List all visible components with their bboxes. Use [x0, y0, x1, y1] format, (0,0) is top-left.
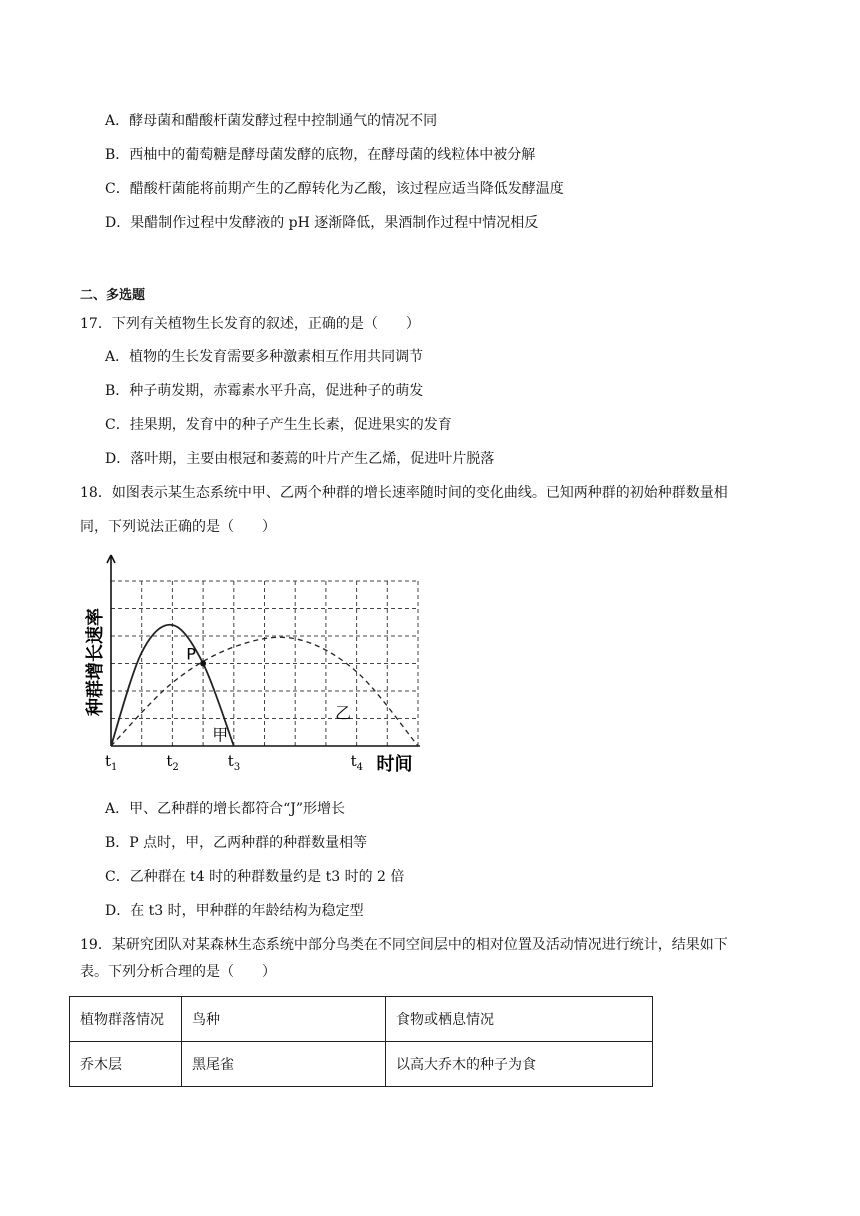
q19-stem-line2-text: 表。下列分析合理的是（ ）	[80, 964, 276, 980]
q18-option-d: D．在 t3 时，甲种群的年龄结构为稳定型	[105, 903, 364, 919]
point-p-label: P	[186, 644, 196, 664]
series-jia-label: 甲	[212, 725, 229, 745]
x-axis	[111, 742, 420, 750]
x-tick-label: $t_1$	[105, 752, 118, 773]
point-p-marker	[200, 661, 206, 667]
q16-option-b: B．西柚中的葡萄糖是酵母菌发酵的底物，在酵母菌的线粒体中被分解	[105, 147, 536, 163]
q16-option-d: D．果醋制作过程中发酵液的 pH 逐渐降低，果酒制作过程中情况相反	[105, 215, 539, 231]
table-cell: 以高大乔木的种子为食	[386, 1042, 653, 1087]
q17-stem: 17．下列有关植物生长发育的叙述，正确的是（ ）	[80, 316, 420, 332]
q18-stem-line1: 18．如图表示某生态系统中甲、乙两个种群的增长速率随时间的变化曲线。已知两种群的初始种群数量相	[80, 485, 728, 501]
x-tick-label: $t_3$	[227, 752, 241, 773]
header-cell: 食物或栖息情况	[386, 997, 653, 1042]
series-yi-label: 乙	[335, 703, 352, 723]
table-row	[70, 1042, 653, 1087]
growth-rate-chart	[80, 550, 420, 780]
x-axis-label: 时间	[376, 754, 413, 775]
table-header-row	[70, 997, 653, 1042]
q18-stem-line2: 同，下列说法正确的是（ ）	[80, 519, 276, 535]
q18-option-c: C．乙种群在 t4 时的种群数量约是 t3 时的 2 倍	[105, 869, 405, 885]
table-cell: 乔木层	[70, 1042, 182, 1087]
q16-option-a: A．酵母菌和醋酸杆菌发酵过程中控制通气的情况不同	[105, 113, 438, 129]
q18-option-b: B．P 点时，甲，乙两种群的种群数量相等	[105, 835, 368, 851]
q17-option-c: C．挂果期，发育中的种子产生生长素，促进果实的发育	[105, 417, 452, 433]
y-axis	[107, 555, 115, 746]
q16-option-c: C．醋酸杆菌能将前期产生的乙醇转化为乙酸，该过程应适当降低发酵温度	[105, 181, 564, 197]
y-axis-label: 种群增长速率	[85, 608, 106, 716]
table-cell: 黑尾雀	[182, 1042, 386, 1087]
x-tick-label: $t_4$	[350, 752, 364, 773]
chart-grid	[111, 581, 418, 746]
header-cell: 植物群落情况	[70, 997, 182, 1042]
section-title: 二、多选题	[80, 288, 146, 303]
bird-table	[69, 996, 653, 1087]
x-tick-labels	[105, 752, 363, 773]
q17-option-b: B．种子萌发期，赤霉素水平升高，促进种子的萌发	[105, 383, 424, 399]
q17-option-d: D．落叶期，主要由根冠和萎蔫的叶片产生乙烯，促进叶片脱落	[105, 451, 495, 467]
x-tick-label: $t_2$	[166, 752, 179, 773]
chart-axes	[107, 555, 420, 750]
q18-option-a: A．甲、乙种群的增长都符合“J”形增长	[105, 801, 346, 817]
header-cell: 鸟种	[182, 997, 386, 1042]
q17-option-a: A．植物的生长发育需要多种激素相互作用共同调节	[105, 349, 424, 365]
q19-stem-line1: 19．某研究团队对某森林生态系统中部分鸟类在不同空间层中的相对位置及活动情况进行统计，结果如下	[80, 937, 728, 953]
